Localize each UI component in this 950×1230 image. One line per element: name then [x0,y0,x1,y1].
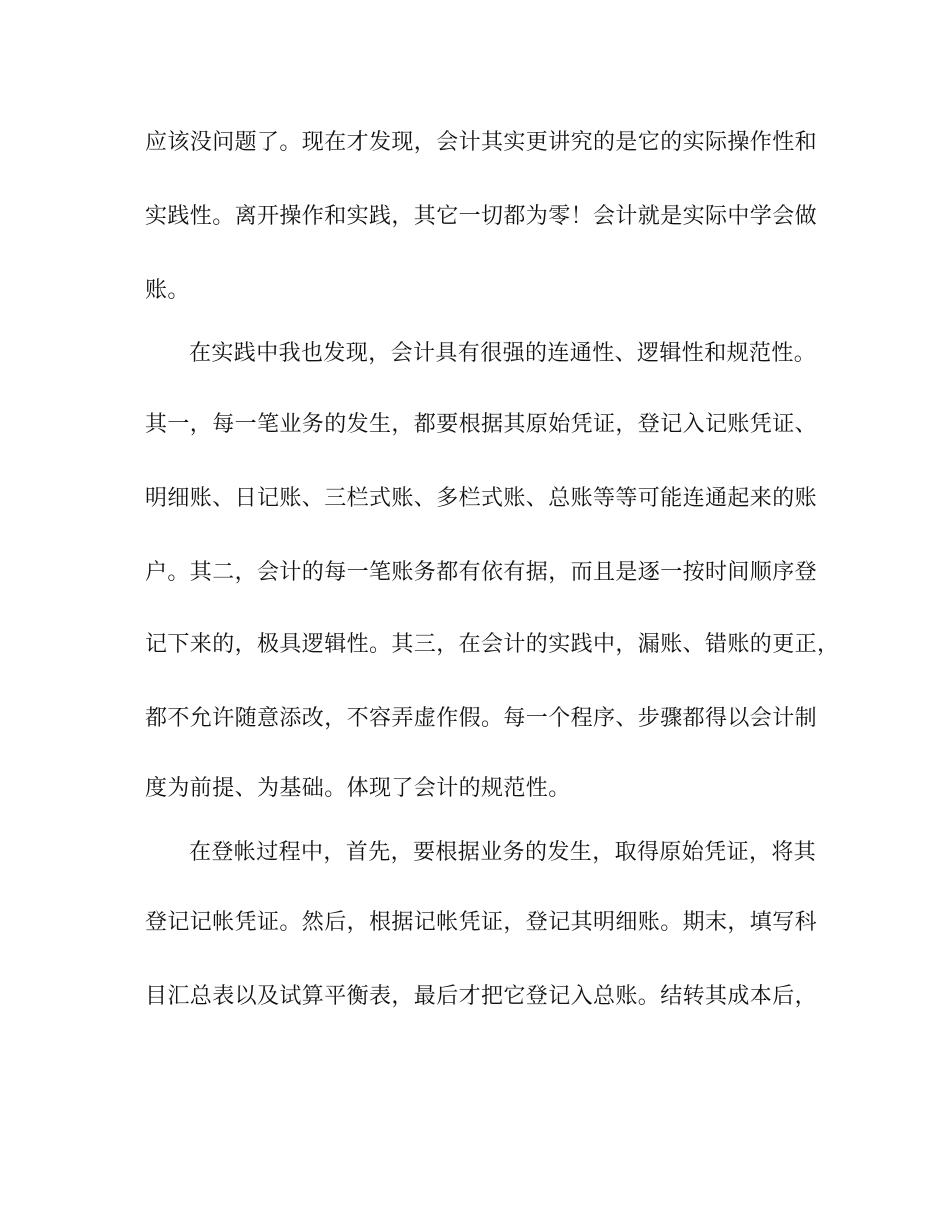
text-line-8: 记下来的，极具逻辑性。其三，在会计的实践中，漏账、错账的更正， [145,632,840,657]
text-line-6: 明细账、日记账、三栏式账、多栏式账、总账等等可能连通起来的账 [145,486,818,511]
paragraph-3-line-1: 在登帐过程中，首先，要根据业务的发生，取得原始凭证，将其 [189,840,817,865]
text-line-13: 目汇总表以及试算平衡表，最后才把它登记入总账。结转其成本后， [145,984,818,1009]
text-line-1: 应该没问题了。现在才发现，会计其实更讲究的是它的实际操作性和 [145,130,818,155]
text-line-7: 户。其二，会计的每一笔账务都有依有据，而且是逐一按时间顺序登 [145,560,818,585]
text-line-9: 都不允许随意添改，不容弄虚作假。每一个程序、步骤都得以会计制 [145,706,818,731]
text-line-10: 度为前提、为基础。体现了会计的规范性。 [145,776,571,801]
text-line-5: 其一，每一笔业务的发生，都要根据其原始凭证，登记入记账凭证、 [145,412,818,437]
text-line-2: 实践性。离开操作和实践，其它一切都为零！会计就是实际中学会做 [145,204,818,229]
text-line-12: 登记记帐凭证。然后，根据记帐凭证，登记其明细账。期末，填写科 [145,910,818,935]
paragraph-2-line-1: 在实践中我也发现，会计具有很强的连通性、逻辑性和规范性。 [189,341,817,366]
text-line-3: 账。 [145,278,190,303]
